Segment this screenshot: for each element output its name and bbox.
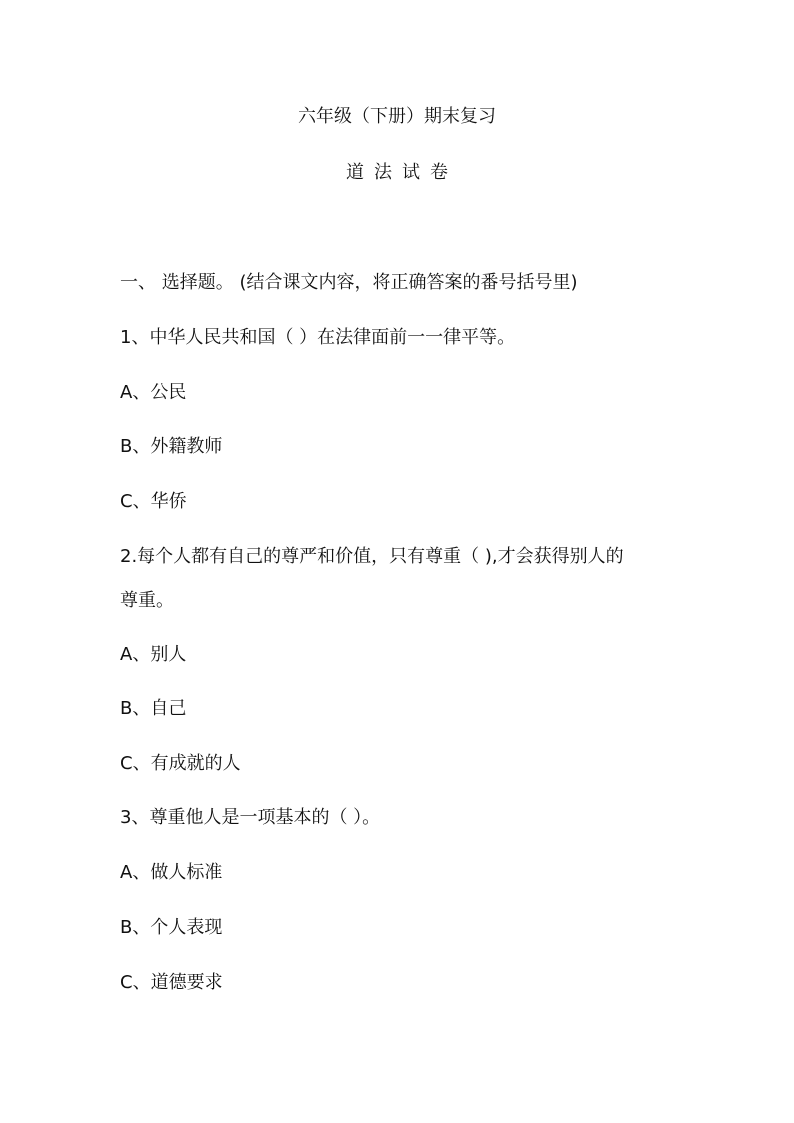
question-3-option-a: A、做人标准 (120, 862, 223, 883)
question-2-option-c: C、有成就的人 (120, 753, 241, 774)
question-2-stem-line2: 尊重。 (120, 590, 174, 611)
question-2-stem-line1: 2.每个人都有自己的尊严和价值，只有尊重（ ),才会获得别人的 (120, 546, 624, 567)
question-2-option-b: B、自己 (120, 698, 187, 719)
question-1-option-c: C、华侨 (120, 491, 187, 512)
question-3-option-b: B、个人表现 (120, 917, 223, 938)
section-heading: 一、 选择题。 (结合课文内容，将正确答案的番号括号里) (120, 272, 578, 293)
page-subtitle: 道法试卷 (346, 162, 458, 183)
question-3-stem: 3、尊重他人是一项基本的（ ）。 (120, 807, 381, 828)
question-1-option-a: A、公民 (120, 382, 187, 403)
question-1-stem: 1、中华人民共和国（ ）在法律面前一一律平等。 (120, 327, 516, 348)
question-2-option-a: A、别人 (120, 644, 187, 665)
question-3-option-c: C、道德要求 (120, 972, 223, 993)
page-title: 六年级（下册）期末复习 (298, 106, 496, 127)
question-1-option-b: B、外籍教师 (120, 436, 223, 457)
